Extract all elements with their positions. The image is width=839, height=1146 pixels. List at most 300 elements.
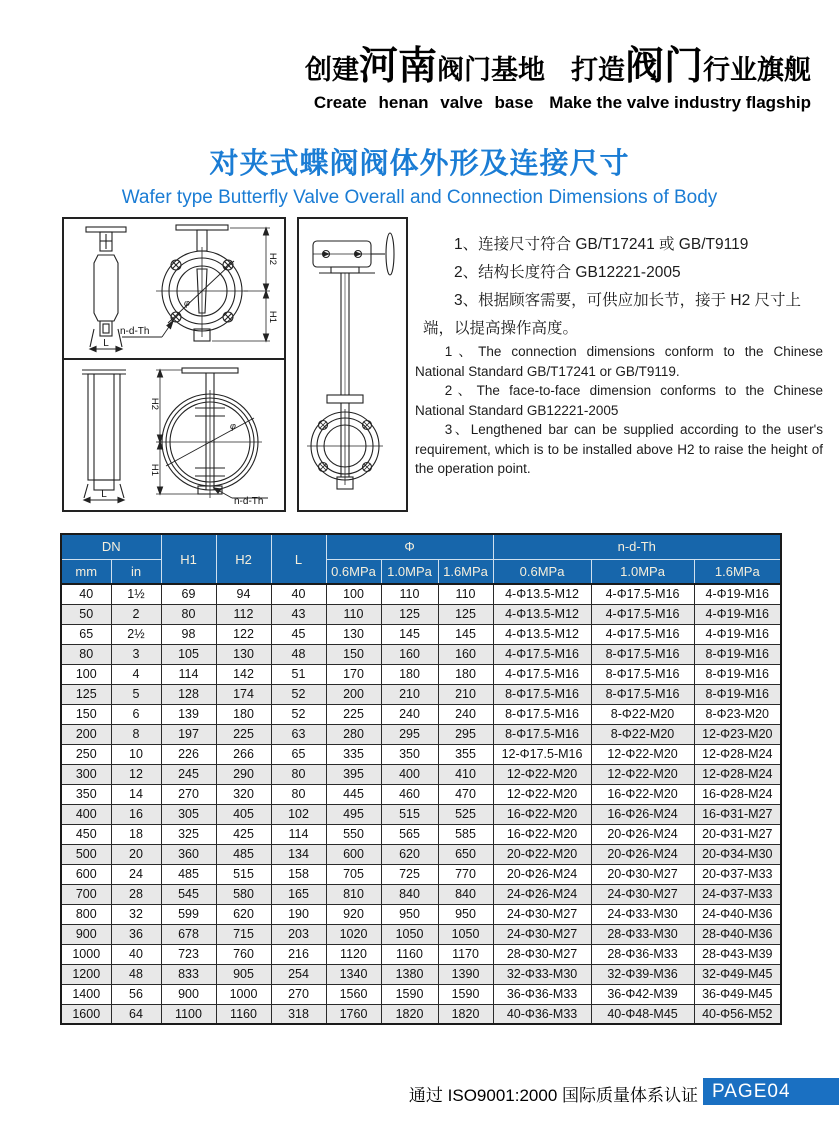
table-cell: 16 [111,804,161,824]
table-cell: 145 [438,624,493,644]
table-cell: 585 [438,824,493,844]
table-cell: 48 [111,964,161,984]
table-row [61,744,781,764]
table-cell: 174 [216,684,271,704]
table-cell: 715 [216,924,271,944]
notes-en [415,342,823,479]
col-header-ndth-16: 1.6MPa [694,559,781,584]
table-cell: 210 [381,684,438,704]
table-cell: 28-Φ40-M36 [694,924,781,944]
table-cell: 105 [161,644,216,664]
table-cell: 1340 [326,964,381,984]
table-cell: 1050 [381,924,438,944]
table-cell: 425 [216,824,271,844]
table-cell: 40-Φ36-M33 [493,1004,591,1024]
table-cell: 160 [381,644,438,664]
table-row [61,584,781,604]
table-cell: 200 [326,684,381,704]
spec-table [60,533,782,1025]
table-cell: 760 [216,944,271,964]
table-row [61,724,781,744]
table-cell: 725 [381,864,438,884]
table-cell: 525 [438,804,493,824]
table-cell: 130 [326,624,381,644]
table-cell: 180 [381,664,438,684]
brand-seg2: 河南 [358,45,437,88]
bolt-spec-label: n-d-Th [120,326,150,337]
table-cell: 545 [161,884,216,904]
table-cell: 40 [271,584,326,604]
table-cell: 600 [61,864,111,884]
table-row [61,664,781,684]
table-cell: 16-Φ22-M20 [493,824,591,844]
table-cell: 16-Φ26-M24 [591,804,694,824]
table-cell: 1170 [438,944,493,964]
note-item: 1、连接尺寸符合 GB/T17241 或 GB/T9119 [454,236,749,253]
table-cell: 12 [111,764,161,784]
table-cell: 28-Φ36-M33 [591,944,694,964]
table-cell: 405 [216,804,271,824]
table-cell: 445 [326,784,381,804]
page-title-en: Wafer type Butterfly Valve Overall and Connection Dimensions of Body [121,187,718,208]
table-cell: 65 [61,624,111,644]
table-cell: 165 [271,884,326,904]
table-cell: 395 [326,764,381,784]
table-cell: 139 [161,704,216,724]
col-header-phi-06: 0.6MPa [326,559,381,584]
table-cell: 8-Φ19-M16 [694,684,781,704]
table-cell: 495 [326,804,381,824]
table-cell: 1½ [111,584,161,604]
table-cell: 28-Φ43-M39 [694,944,781,964]
table-cell: 705 [326,864,381,884]
table-cell: 32-Φ39-M36 [591,964,694,984]
table-cell: 1020 [326,924,381,944]
table-cell: 620 [381,844,438,864]
table-row [61,704,781,724]
table-cell: 36-Φ49-M45 [694,984,781,1004]
table-cell: 10 [111,744,161,764]
table-cell: 64 [111,1004,161,1024]
table-cell: 20-Φ22-M20 [493,844,591,864]
table-cell: 4-Φ19-M16 [694,624,781,644]
table-cell: 8-Φ17.5-M16 [493,724,591,744]
brand-seg1: 创建 [304,55,359,85]
table-cell: 125 [438,604,493,624]
table-cell: 485 [161,864,216,884]
table-cell: 2 [111,604,161,624]
table-cell: 270 [161,784,216,804]
brand-seg4: 打造 [570,55,625,85]
table-cell: 24-Φ40-M36 [694,904,781,924]
table-cell: 810 [326,884,381,904]
note-item: 3、Lengthened bar can be supplied according to the user's requirement, which is to be installed above H2 to raise the height of the operation point. [415,422,823,476]
table-row [61,924,781,944]
table-cell: 216 [271,944,326,964]
table-row [61,844,781,864]
table-row [61,684,781,704]
phi-label: φ [184,298,190,308]
table-cell: 20-Φ26-M24 [493,864,591,884]
table-cell: 1000 [216,984,271,1004]
table-cell: 24 [111,864,161,884]
table-cell: 8-Φ17.5-M16 [493,704,591,724]
table-cell: 51 [271,664,326,684]
table-cell: 599 [161,904,216,924]
table-cell: 43 [271,604,326,624]
col-header-phi: Φ [326,534,493,559]
table-cell: 3 [111,644,161,664]
table-cell: 28-Φ30-M27 [493,944,591,964]
table-cell: 723 [161,944,216,964]
table-cell: 110 [326,604,381,624]
table-cell: 40-Φ56-M52 [694,1004,781,1024]
dim-label-h1-2: H1 [149,463,160,477]
dim-label-l: L [103,338,109,349]
phi-label-2: φ [230,421,236,431]
table-cell: 32-Φ33-M30 [493,964,591,984]
table-cell: 24-Φ26-M24 [493,884,591,904]
table-cell: 100 [61,664,111,684]
drawing-panel-top [64,219,284,360]
col-header-h2: H2 [216,534,271,584]
table-cell: 266 [216,744,271,764]
table-cell: 840 [381,884,438,904]
table-cell: 160 [438,644,493,664]
table-cell: 1560 [326,984,381,1004]
table-cell: 12-Φ17.5-M16 [493,744,591,764]
table-cell: 833 [161,964,216,984]
table-cell: 197 [161,724,216,744]
table-cell: 1760 [326,1004,381,1024]
table-row [61,864,781,884]
valve-front-side-drawing [64,219,284,358]
table-row [61,624,781,644]
spec-table-body [61,584,781,1024]
table-cell: 8-Φ17.5-M16 [591,664,694,684]
drawing-panel-bottom [64,360,284,506]
table-cell: 12-Φ22-M20 [493,764,591,784]
table-cell: 226 [161,744,216,764]
table-cell: 128 [161,684,216,704]
table-cell: 900 [161,984,216,1004]
footer-certification-text: 通过 ISO9001:2000 国际质量体系认证 [408,1086,698,1105]
table-cell: 8-Φ19-M16 [694,664,781,684]
table-cell: 20-Φ26-M24 [591,824,694,844]
table-cell: 180 [216,704,271,724]
dim-label-h2-2: H2 [149,397,160,411]
table-cell: 40 [61,584,111,604]
table-cell: 18 [111,824,161,844]
table-cell: 1200 [61,964,111,984]
table-cell: 36-Φ42-M39 [591,984,694,1004]
table-cell: 950 [381,904,438,924]
col-header-phi-10: 1.0MPa [381,559,438,584]
col-header-ndth: n-d-Th [493,534,781,559]
table-cell: 102 [271,804,326,824]
table-cell: 24-Φ33-M30 [591,904,694,924]
table-cell: 1590 [438,984,493,1004]
table-cell: 80 [161,604,216,624]
col-header-l: L [271,534,326,584]
col-header-ndth-10: 1.0MPa [591,559,694,584]
table-cell: 28-Φ33-M30 [591,924,694,944]
table-cell: 320 [216,784,271,804]
table-cell: 350 [61,784,111,804]
table-cell: 94 [216,584,271,604]
table-cell: 1380 [381,964,438,984]
table-cell: 45 [271,624,326,644]
table-cell: 69 [161,584,216,604]
table-cell: 20-Φ31-M27 [694,824,781,844]
table-cell: 170 [326,664,381,684]
extended-stem-valve-drawing [299,219,406,510]
table-cell: 225 [326,704,381,724]
table-cell: 270 [271,984,326,1004]
table-row [61,764,781,784]
brand-seg6: 行业旗舰 [703,55,811,85]
table-row [61,824,781,844]
table-cell: 1160 [381,944,438,964]
table-cell: 8 [111,724,161,744]
table-cell: 80 [271,784,326,804]
table-cell: 110 [438,584,493,604]
table-cell: 98 [161,624,216,644]
table-cell: 65 [271,744,326,764]
table-cell: 20 [111,844,161,864]
table-row [61,804,781,824]
table-cell: 245 [161,764,216,784]
table-cell: 8-Φ17.5-M16 [591,684,694,704]
drawing-box-extended-stem [297,217,408,512]
table-cell: 16-Φ31-M27 [694,804,781,824]
table-row [61,644,781,664]
table-cell: 16-Φ22-M20 [493,804,591,824]
table-cell: 678 [161,924,216,944]
table-cell: 20-Φ30-M27 [591,864,694,884]
table-cell: 410 [438,764,493,784]
table-cell: 1820 [438,1004,493,1024]
table-cell: 2½ [111,624,161,644]
table-cell: 485 [216,844,271,864]
table-cell: 190 [271,904,326,924]
table-cell: 16-Φ22-M20 [591,784,694,804]
table-row [61,1004,781,1024]
table-cell: 460 [381,784,438,804]
table-cell: 8-Φ23-M20 [694,704,781,724]
table-cell: 5 [111,684,161,704]
table-cell: 12-Φ22-M20 [493,784,591,804]
table-cell: 52 [271,704,326,724]
table-row [61,984,781,1004]
table-cell: 63 [271,724,326,744]
table-cell: 360 [161,844,216,864]
table-cell: 130 [216,644,271,664]
table-cell: 4 [111,664,161,684]
table-cell: 150 [61,704,111,724]
table-cell: 318 [271,1004,326,1024]
table-cell: 325 [161,824,216,844]
table-cell: 450 [61,824,111,844]
table-cell: 112 [216,604,271,624]
table-cell: 300 [61,764,111,784]
table-cell: 4-Φ13.5-M12 [493,604,591,624]
table-cell: 500 [61,844,111,864]
table-cell: 100 [326,584,381,604]
table-cell: 950 [438,904,493,924]
table-cell: 1820 [381,1004,438,1024]
table-cell: 1100 [161,1004,216,1024]
table-cell: 12-Φ22-M20 [591,764,694,784]
note-item: 3、根据顾客需要，可供应加长节，接于 H2 尺寸上端，以提高操作高度。 [423,292,802,337]
table-row [61,604,781,624]
table-cell: 6 [111,704,161,724]
page-title [0,141,839,209]
table-cell: 40 [111,944,161,964]
table-cell: 80 [61,644,111,664]
note-item: 2、The face-to-face dimension conforms to the Chinese National Standard GB12221-2005 [415,383,823,418]
table-cell: 250 [61,744,111,764]
col-header-ndth-06: 0.6MPa [493,559,591,584]
brand-en-part2: Make the valve industry flagship [549,93,811,112]
table-cell: 1590 [381,984,438,1004]
bolt-spec-label-2: n-d-Th [234,496,264,506]
table-cell: 350 [381,744,438,764]
table-cell: 36-Φ36-M33 [493,984,591,1004]
col-header-in: in [111,559,161,584]
table-cell: 24-Φ30-M27 [493,904,591,924]
table-cell: 24-Φ30-M27 [591,884,694,904]
table-cell: 122 [216,624,271,644]
table-cell: 80 [271,764,326,784]
table-cell: 355 [438,744,493,764]
table-cell: 770 [438,864,493,884]
table-cell: 290 [216,764,271,784]
table-cell: 305 [161,804,216,824]
col-header-phi-16: 1.6MPa [438,559,493,584]
table-cell: 400 [381,764,438,784]
table-row [61,784,781,804]
table-cell: 4-Φ13.5-M12 [493,624,591,644]
table-cell: 56 [111,984,161,1004]
table-cell: 50 [61,604,111,624]
table-cell: 180 [438,664,493,684]
table-cell: 32 [111,904,161,924]
dim-label-l-2: L [101,489,107,500]
drawing-box-wafer-views [62,217,286,512]
table-cell: 295 [381,724,438,744]
table-cell: 1120 [326,944,381,964]
brand-header [305,46,811,113]
table-cell: 203 [271,924,326,944]
table-cell: 515 [216,864,271,884]
table-cell: 8-Φ17.5-M16 [591,644,694,664]
table-cell: 158 [271,864,326,884]
table-cell: 8-Φ17.5-M16 [493,684,591,704]
table-cell: 142 [216,664,271,684]
table-cell: 840 [438,884,493,904]
table-cell: 4-Φ17.5-M16 [591,604,694,624]
table-cell: 36 [111,924,161,944]
table-cell: 4-Φ17.5-M16 [591,584,694,604]
table-row [61,964,781,984]
table-cell: 470 [438,784,493,804]
table-cell: 210 [438,684,493,704]
table-cell: 24-Φ37-M33 [694,884,781,904]
table-cell: 335 [326,744,381,764]
table-cell: 900 [61,924,111,944]
table-cell: 4-Φ13.5-M12 [493,584,591,604]
brand-slogan-en [305,93,811,113]
note-item: 1、The connection dimensions conform to the Chinese National Standard GB/T17241 or GB/T9119. [415,344,823,379]
notes-cn [423,231,823,343]
table-cell: 8-Φ22-M20 [591,704,694,724]
col-header-mm: mm [61,559,111,584]
footer-page-badge: PAGE04 [703,1078,839,1105]
table-cell: 20-Φ37-M33 [694,864,781,884]
table-cell: 4-Φ19-M16 [694,604,781,624]
table-cell: 1160 [216,1004,271,1024]
table-cell: 565 [381,824,438,844]
table-cell: 125 [61,684,111,704]
table-cell: 150 [326,644,381,664]
table-cell: 4-Φ17.5-M16 [493,644,591,664]
brand-en-part1: Create henan valve base [313,93,534,112]
table-cell: 1050 [438,924,493,944]
table-cell: 280 [326,724,381,744]
table-cell: 52 [271,684,326,704]
table-row [61,944,781,964]
table-cell: 48 [271,644,326,664]
spec-table-head [61,534,781,584]
table-cell: 16-Φ28-M24 [694,784,781,804]
table-cell: 40-Φ48-M45 [591,1004,694,1024]
table-cell: 20-Φ26-M24 [591,844,694,864]
brand-slogan-cn [305,46,811,91]
note-item: 2、结构长度符合 GB12221-2005 [454,264,681,281]
table-cell: 114 [161,664,216,684]
table-cell: 1390 [438,964,493,984]
table-cell: 1000 [61,944,111,964]
table-cell: 905 [216,964,271,984]
table-cell: 20-Φ34-M30 [694,844,781,864]
valve-front-side-drawing-2 [64,360,284,506]
brand-seg5: 阀门 [624,45,703,88]
brand-seg3: 阀门基地 [436,55,545,85]
table-cell: 110 [381,584,438,604]
table-cell: 254 [271,964,326,984]
table-cell: 580 [216,884,271,904]
table-cell: 4-Φ19-M16 [694,584,781,604]
table-cell: 550 [326,824,381,844]
table-cell: 920 [326,904,381,924]
table-cell: 1400 [61,984,111,1004]
table-row [61,884,781,904]
table-cell: 800 [61,904,111,924]
table-cell: 4-Φ17.5-M16 [493,664,591,684]
table-cell: 200 [61,724,111,744]
table-cell: 134 [271,844,326,864]
table-cell: 600 [326,844,381,864]
dim-label-h1: H1 [267,310,278,324]
table-cell: 24-Φ30-M27 [493,924,591,944]
table-cell: 240 [381,704,438,724]
table-cell: 12-Φ28-M24 [694,764,781,784]
table-row [61,904,781,924]
table-cell: 400 [61,804,111,824]
table-cell: 12-Φ22-M20 [591,744,694,764]
col-header-dn: DN [61,534,161,559]
